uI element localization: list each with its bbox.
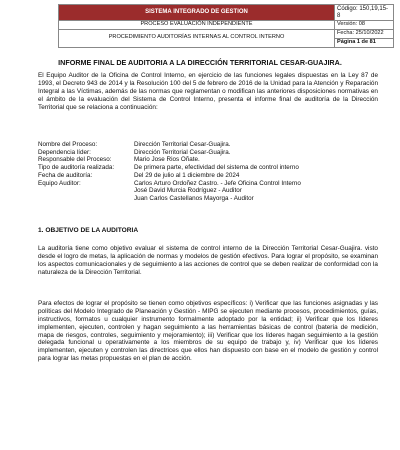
detail-row <box>38 164 378 172</box>
detail-value: Del 29 de julio al 1 diciembre de 2024 <box>134 171 240 179</box>
intro-paragraph: El Equipo Auditor de la Oficina de Control Interno, en ejercicio de las funciones legales dispuestas en la Ley 87 de 1993, el Decreto 943 de 2014 y la Resolución 100 del 5 de febrero de 2016 de la Unidad para la Atención y Reparación Integral a las Víctimas, además de las normas que reglamentan o modifican las anteriores disposiciones normativas en el ámbito de la evaluación del Sistema de Control Interno, presenta el informe final de auditoría de la Dirección Territorial que se relaciona a continuación: <box>38 72 378 111</box>
detail-value: Dirección Territorial Cesar-Guajira. <box>134 141 231 148</box>
detail-row <box>38 156 378 164</box>
document-header-table <box>58 4 394 48</box>
detail-row <box>38 187 378 195</box>
detail-value: Juan Carlos Castellanos Mayorga - Auditor <box>134 195 254 203</box>
detail-value: De primera parte, efectividad del sistema de control interno <box>134 164 299 172</box>
detail-label: Responsable del Proceso: <box>38 156 112 164</box>
detail-label: Nombre del Proceso: <box>38 141 98 148</box>
audit-details <box>38 141 378 203</box>
procedure-name: PROCEDIMIENTO AUDITORÍAS INTERNAS AL CONTROL INTERNO <box>59 29 335 47</box>
detail-label: Tipo de auditoría realizada: <box>38 164 115 172</box>
page-total: 81 <box>369 38 376 45</box>
detail-row <box>38 172 378 180</box>
detail-label: Equipo Auditor: <box>38 179 81 187</box>
detail-row <box>38 141 378 149</box>
report-title: INFORME FINAL DE AUDITORIA A LA DIRECCIÓN TERRITORIAL CESAR-GUAJIRA. <box>58 58 342 67</box>
detail-value: José David Murcia Rodríguez - Auditor <box>134 187 242 195</box>
detail-label <box>38 195 134 203</box>
detail-value: Dirección Territorial Cesar-Guajira. <box>134 148 231 156</box>
detail-row <box>38 195 378 203</box>
page-number <box>335 38 394 47</box>
system-title: SISTEMA INTEGRADO DE GESTION <box>59 5 335 21</box>
detail-row <box>38 180 378 188</box>
objective-paragraph-2: Para efectos de lograr el propósito se tienen como objetivos específicos: i) Verificar que las funciones asignadas y las políticas del Modelo Integrado de Planeación y Gestión - MIPG se ejecuten mediante procesos, procedimientos, guías, instructivos, formatos u cualquier instrumento formalmente adoptado por la entidad; ii) Verificar que los líderes implementen, ejecuten, controlen y hagan seguimiento a las herramientas básicas de control (batería de medición, mapa de riesgos, controles, seguimiento y mejoramiento); iii) Verificar que los líderes hagan seguimiento a la gestión delegada funcional u operativamente a los miembros de su equipo de trabajo y, iv) Verificar que los líderes implementen, ejecuten y controlen las directrices que ellos han dispuesto con base en el modelo de gestión y control para lograr las metas propuestas en el plan de acción. <box>38 300 378 363</box>
detail-row <box>38 149 378 157</box>
detail-label: Fecha de auditoría: <box>38 171 93 179</box>
process-name: PROCESO EVALUACIÓN INDEPENDIENTE <box>59 21 335 30</box>
section-heading-objective: 1. OBJETIVO DE LA AUDITORIA <box>38 227 139 234</box>
detail-label: Dependencia líder: <box>38 148 91 156</box>
page-prefix: Página 1 de <box>337 38 370 45</box>
detail-value: Carlos Arturo Ordoñez Castro. - Jefe Oficina Control Interno <box>134 179 301 187</box>
detail-label <box>38 187 134 195</box>
date-label: Fecha: 25/10/2022 <box>335 29 394 38</box>
detail-value: Mario Jose Rios Oñate. <box>134 156 200 164</box>
version-label: Versión: 08 <box>335 21 394 30</box>
document-code: Código: 150,19,15-8 <box>335 5 394 21</box>
objective-paragraph-1: La auditoría tiene como objetivo evaluar el sistema de control interno de la Dirección Territorial Cesar-Guajira. visto desde el logro de metas, la aplicación de normas y modelos de gestión efectivos. Para lograr el propósito, se examinan los aspectos comunicacionales y de seguimiento a las acciones de control que se deben realizar de conformidad con la naturaleza de la Dirección Territorial. <box>38 245 378 276</box>
